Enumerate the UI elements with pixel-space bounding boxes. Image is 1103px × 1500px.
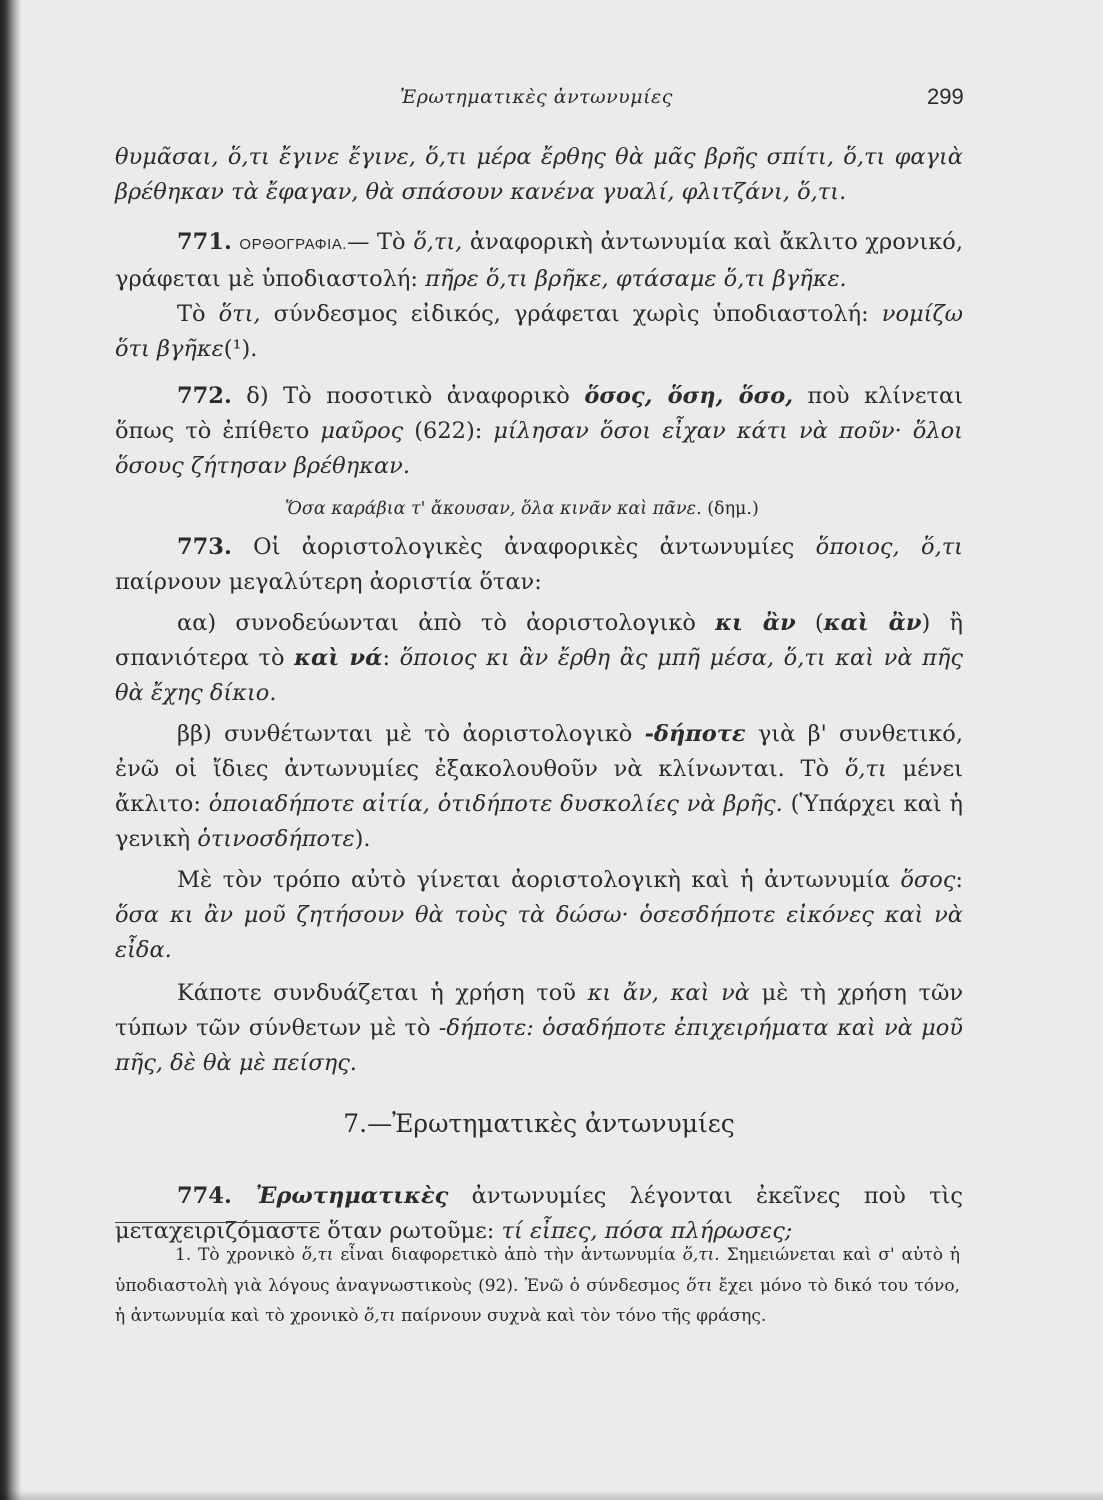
paragraph-771-note: Τὸ ὅτι, σύνδεσμος εἰδικός, γράφεται χωρὶς ὑποδιαστολή: νομίζω ὅτι βγῆκε(¹). — [115, 301, 963, 362]
page-header — [0, 86, 1103, 118]
paragraph-772: 772. δ) Τὸ ποσοτικὸ ἀναφορικὸ ὅσος, ὅση, ὅσο, ποὺ κλίνεται ὅπως τὸ ἐπίθετο μαῦρος (622): μίλησαν ὅσοι εἶχαν κάτι νὰ ποῦν· ὅλοι ὅσους ζήτησαν βρέθηκαν. — [115, 383, 964, 479]
paragraph-kapote: Κάποτε συνδυάζεται ἡ χρήση τοῦ κι ἄν, καὶ νὰ μὲ τὴ χρήση τῶν τύπων τῶν σύνθετων μὲ τὸ -δήποτε: ὁσαδήποτε ἐπιχειρήματα καὶ νὰ μοῦ πῆς, δὲ θὰ μὲ πείσης. — [115, 980, 964, 1076]
running-title: Ἐρωτηματικὲς ἀντωνυμίες — [400, 86, 673, 108]
paragraph-number: 773. — [177, 534, 232, 560]
footnote: 1. Τὸ χρονικὸ ὅ,τι εἶναι διαφορετικὸ ἀπὸ τὴν ἀντωνυμία ὅ,τι. Σημειώνεται καὶ σ' αὐτὸ ἡ ὑποδιαστολὴ γιὰ λόγους ἀναγνωστικοὺς (92). Ἐνῶ ὁ σύνδεσμος ὅτι ἔχει μόνο τὸ δικό του τόνο, ἡ ἀντωνυμία καὶ τὸ χρονικὸ ὅ,τι παίρνουν συχνὰ καὶ τὸν τόνο τῆς φράσης. — [115, 1245, 960, 1326]
paragraph-aa: αα) συνοδεύωνται ἀπὸ τὸ ἀοριστολογικὸ κι ἂν (καὶ ἂν) ἢ σπανιότερα τὸ καὶ νά: ὅποιος κι ἂν ἔρθη ἂς μπῆ μέσα, ὅ,τι καὶ νὰ πῆς θὰ ἔχης δίκιο. — [115, 610, 964, 706]
paragraph-continuation — [115, 140, 963, 210]
section-heading: 7.—Ἐρωτηματικὲς ἀντωνυμίες — [343, 1109, 735, 1138]
scan-page-edge — [0, 0, 22, 1500]
paragraph-number: 772. — [177, 383, 232, 409]
example-text: θυμᾶσαι, ὅ,τι ἔγινε ἔγινε, ὅ,τι μέρα ἔρθης θὰ μᾶς βρῆς σπίτι, ὅ,τι φαγιὰ βρέθηκαν τὰ ἔφαγαν, θὰ σπάσουν κανένα γυαλί, φλιτζάνι, ὅ,τι. — [115, 144, 963, 205]
orthography-label: ΟΡΘΟΓΡΑΦΙΑ. — [239, 236, 347, 253]
folk-song-quote: Ὅσα καράβια τ' ἄκουσαν, ὅλα κινᾶν καὶ πᾶνε. (δημ.) — [285, 499, 759, 519]
footnote-divider — [115, 1222, 320, 1223]
main-text — [115, 140, 963, 1249]
quote-source: (δημ.) — [701, 499, 759, 519]
paragraph-774: 774. Ἐρωτηματικὲς ἀντωνυμίες λέγονται ἐκεῖνες ποὺ τὶς μεταχειριζόμαστε ὅταν ρωτοῦμε: τί εἶπες, πόσα πλήρωσες; — [115, 1183, 963, 1244]
paragraph-771: 771. ΟΡΘΟΓΡΑΦΙΑ.— Τὸ ὅ,τι, ἀναφορικὴ ἀντωνυμία καὶ ἄκλιτο χρονικό, γράφεται μὲ ὑποδιαστολή: πῆρε ὅ,τι βρῆκε, φτάσαμε ὅ,τι βγῆκε. — [115, 229, 963, 292]
paragraph-773: 773. Οἱ ἀοριστολογικὲς ἀναφορικὲς ἀντωνυμίες ὅποιος, ὅ,τι παίρνουν μεγαλύτερη ἀοριστία ὅταν: — [115, 534, 963, 595]
paragraph-number: 771. — [177, 229, 232, 255]
paragraph-me: Μὲ τὸν τρόπο αὐτὸ γίνεται ἀοριστολογικὴ καὶ ἡ ἀντωνυμία ὅσος: ὅσα κι ἂν μοῦ ζητήσουν θὰ τοὺς τὰ δώσω· ὁσεσδήποτε εἰκόνες καὶ νὰ εἶδα. — [115, 867, 963, 963]
paragraph-bb: ββ) συνθέτωνται μὲ τὸ ἀοριστολογικὸ -δήποτε γιὰ β' συνθετικό, ἐνῶ οἱ ἴδιες ἀντωνυμίες ἐξακολουθοῦν νὰ κλίνωνται. Τὸ ὅ,τι μένει ἄκλιτο: ὁποιαδήποτε αἰτία, ὁτιδήποτε δυσκολίες νὰ βρῆς. (Ὑπάρχει καὶ ἡ γενικὴ ὁτινοσδήποτε). — [115, 721, 963, 852]
footnote-ref: (¹). — [223, 336, 258, 362]
page-number: 299 — [927, 84, 964, 109]
paragraph-number: 774. — [177, 1183, 232, 1209]
scan-bottom-shadow — [0, 1490, 1103, 1500]
